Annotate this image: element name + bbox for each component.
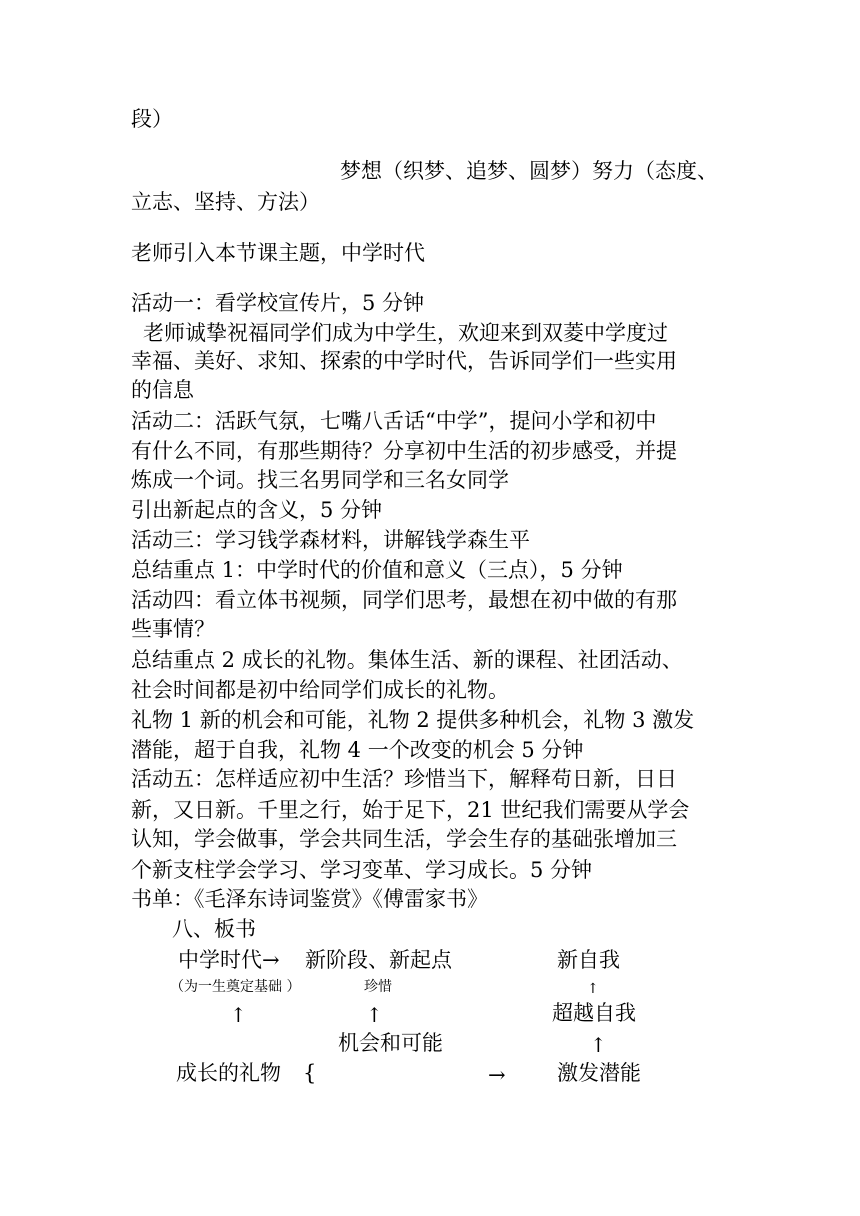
text-line: 活动二：活跃气氛，七嘴八舌话“中学”，提问小学和初中 — [131, 409, 657, 433]
text-line: 礼物 1 新的机会和可能，礼物 2 提供多种机会，礼物 3 激发 — [131, 708, 695, 732]
text-line: 炼成一个词。找三名男同学和三名女同学 — [131, 468, 509, 492]
text-line: 立志、坚持、方法） — [131, 190, 320, 214]
arrow-up-icon: ↑ — [230, 1003, 247, 1027]
text-line: 些事情？ — [131, 617, 215, 641]
board-potential: 激发潜能 — [557, 1061, 641, 1085]
board-chances: 机会和可能 — [338, 1031, 443, 1055]
text-line: 段） — [131, 107, 173, 131]
text-line: 老师引入本节课主题，中学时代 — [131, 241, 425, 265]
text-line: 认知，学会做事，学会共同生活，学会生存的基础张增加三 — [131, 827, 677, 851]
text-line: 个新支柱学会学习、学习变革、学习成长。5 分钟 — [131, 858, 593, 882]
text-line: 总结重点 1：中学时代的价值和意义（三点），5 分钟 — [131, 558, 623, 582]
board-new-stage: 新阶段、新起点 — [305, 948, 452, 972]
text-line: 书单：《毛泽东诗词鉴赏》《傅雷家书》 — [131, 887, 488, 911]
board-growth-gift: 成长的礼物 — [176, 1061, 281, 1085]
text-line: 幸福、美好、求知、探索的中学时代，告诉同学们一些实用 — [131, 349, 677, 373]
arrow-up-icon: ↑ — [590, 1033, 607, 1057]
board-heading: 八、板书 — [172, 917, 256, 941]
text-line: 有什么不同，有那些期待？分享初中生活的初步感受，并提 — [131, 439, 677, 463]
text-line: 活动一：看学校宣传片，5 分钟 — [131, 291, 425, 315]
board-middle-school: 中学时代→ — [178, 948, 280, 972]
arrow-right-icon: → — [488, 1063, 506, 1087]
board-transcend: 超越自我 — [552, 1001, 636, 1025]
brace-symbol: { — [303, 1061, 317, 1085]
arrow-up-icon: ↑ — [366, 1003, 383, 1027]
arrow-up-icon: ↑ — [587, 981, 599, 997]
board-new-self: 新自我 — [557, 948, 620, 972]
board-cherish-note: 珍惜 — [364, 979, 392, 995]
text-line: 梦想（织梦、追梦、圆梦）努力（态度、 — [340, 159, 718, 183]
text-line: 引出新起点的含义，5 分钟 — [131, 498, 383, 522]
text-line: 老师诚挚祝福同学们成为中学生，欢迎来到双菱中学度过 — [143, 321, 668, 345]
board-foundation-note: （为一生奠定基础 ） — [170, 979, 301, 995]
text-line: 活动五：怎样适应初中生活？珍惜当下，解释苟日新，日日 — [131, 767, 677, 791]
text-line: 新，又日新。千里之行，始于足下，21 世纪我们需要从学会 — [131, 798, 690, 822]
text-line: 潜能，超于自我，礼物 4 一个改变的机会 5 分钟 — [131, 738, 584, 762]
text-line: 活动四：看立体书视频，同学们思考，最想在初中做的有那 — [131, 588, 677, 612]
text-line: 总结重点 2 成长的礼物。集体生活、新的课程、社团活动、 — [131, 648, 683, 672]
text-line: 社会时间都是初中给同学们成长的礼物。 — [131, 678, 509, 702]
text-line: 的信息 — [131, 378, 194, 402]
text-line: 活动三：学习钱学森材料，讲解钱学森生平 — [131, 528, 530, 552]
